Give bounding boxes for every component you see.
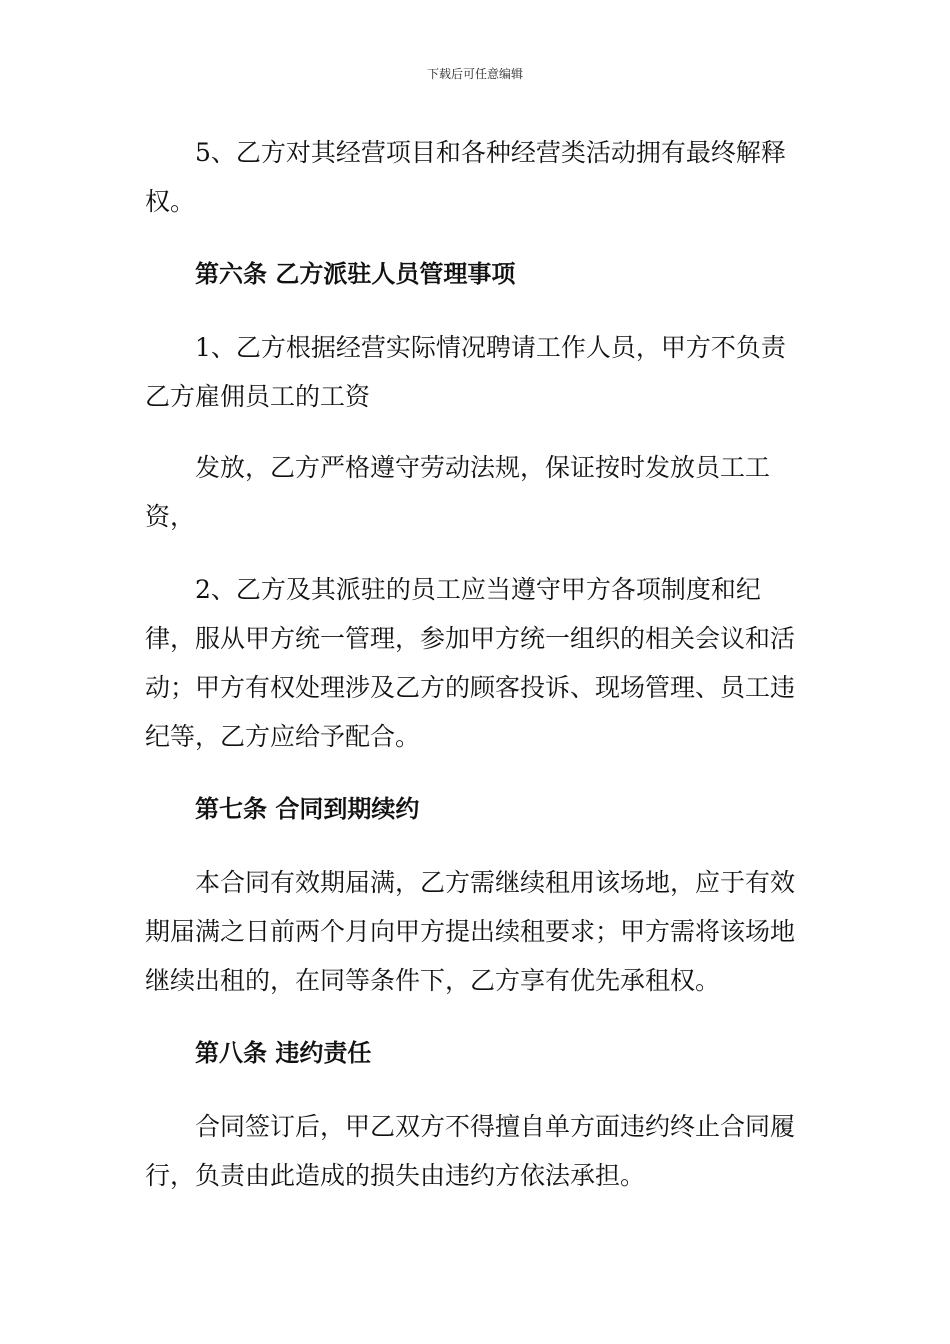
article6-item1-continued-paragraph: 发放，乙方严格遵守劳动法规，保证按时发放员工工资， [145, 453, 771, 531]
article6-item1-paragraph: 1、乙方根据经营实际情况聘请工作人员，甲方不负责乙方雇佣员工的工资 [145, 333, 786, 411]
article7-paragraph: 本合同有效期届满，乙方需继续租用该场地，应于有效期届满之日前两个月向甲方提出续租要求；甲方需将该场地继续出租的，在同等条件下，乙方享有优先承租权。 [145, 868, 796, 995]
article5-item5-paragraph: 5、乙方对其经营项目和各种经营类活动拥有最终解释权。 [145, 138, 786, 216]
page-header-note: 下载后可任意编辑 [426, 67, 523, 81]
article6-heading: 第六条 乙方派驻人员管理事项 [195, 260, 516, 288]
article8-paragraph: 合同签订后，甲乙双方不得擅自单方面违约终止合同履行，负责由此造成的损失由违约方依法承担。 [145, 1112, 796, 1190]
article8-heading: 第八条 违约责任 [195, 1039, 372, 1067]
article6-item2-paragraph: 2、乙方及其派驻的员工应当遵守甲方各项制度和纪律，服从甲方统一管理，参加甲方统一组织的相关会议和活动；甲方有权处理涉及乙方的顾客投诉、现场管理、员工违纪等，乙方应给予配合。 [145, 575, 796, 751]
document-body [145, 128, 810, 1224]
article7-heading: 第七条 合同到期续约 [195, 795, 420, 823]
